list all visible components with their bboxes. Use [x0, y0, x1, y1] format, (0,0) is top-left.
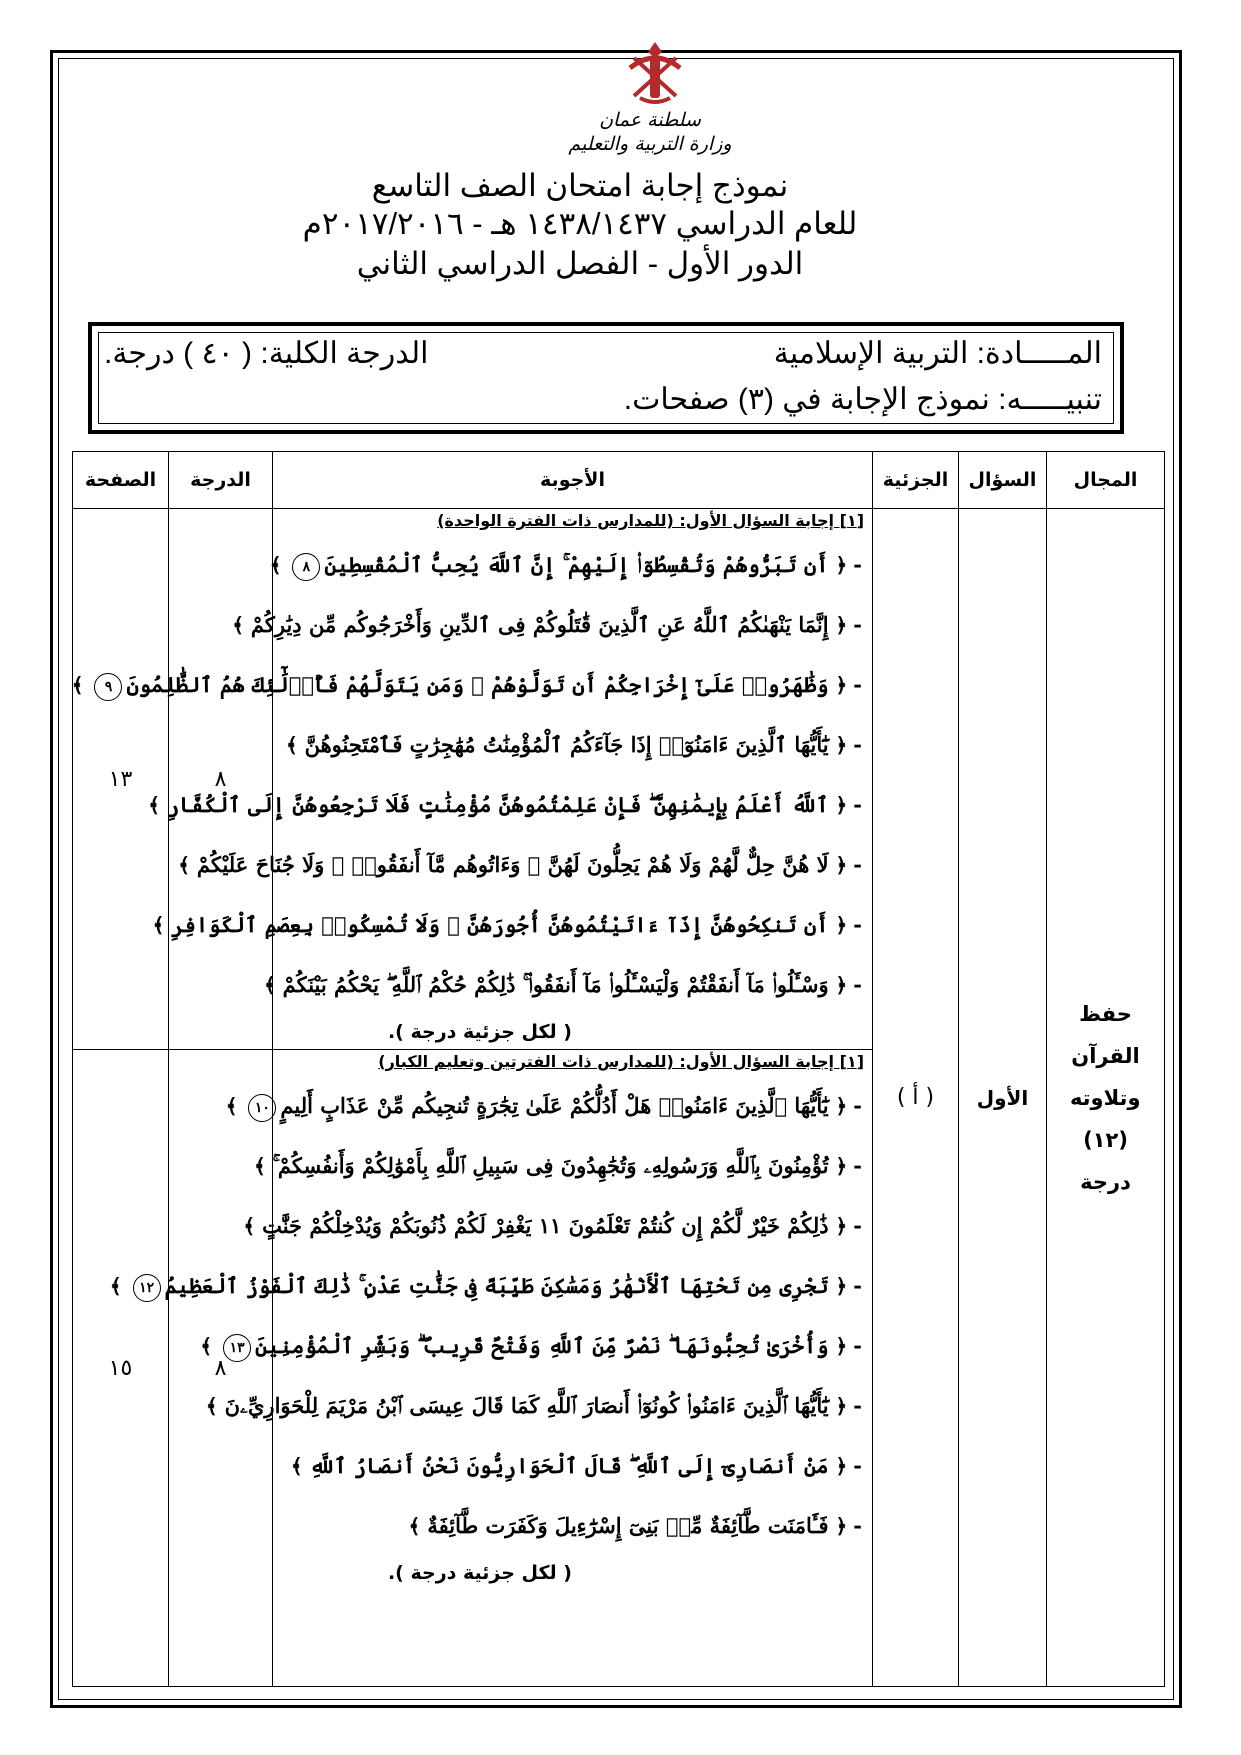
question-cell: الأول [959, 509, 1047, 1687]
title-line-3: الدور الأول - الفصل الدراسي الثاني [356, 246, 804, 281]
dash-marker: - [853, 792, 862, 817]
section-heading: [١] إجابة السؤال الأول: (للمدارس ذات الفترتين وتعليم الكبار) [378, 1052, 864, 1071]
dash-marker: - [853, 1093, 862, 1118]
verse-line [273, 1436, 872, 1496]
grade-cell: ٨ [169, 509, 273, 1050]
ornate-bracket-icon: ﴿ [828, 1454, 848, 1478]
verse-number-icon: ١٠ [248, 1094, 276, 1122]
dash-marker: - [853, 672, 862, 697]
verse-text: تَجْرِى مِن تَحْتِهَا ٱلْأَنْهَٰرُ وَمَسَٰكِنَ طَيِّبَةً فِى جَنَّٰتِ عَدْنٍ ۚ ذَٰلِكَ ٱلْفَوْزُ ٱلْعَظِيمُ [164, 1273, 829, 1298]
ornate-bracket-icon: ﴿ [828, 793, 848, 817]
ornate-bracket-icon: ﴾ [253, 1154, 273, 1178]
dash-marker: - [853, 1513, 862, 1538]
dash-marker: - [853, 1273, 862, 1298]
verse-text: يَٰٓأَيُّهَا ٱلَّذِينَ ءَامَنُوٓا۟ إِذَا جَآءَكُمُ ٱلْمُؤْمِنَٰتُ مُهَٰجِرَٰتٍ فَٱمْتَحِنُوهُنَّ [304, 732, 829, 757]
verse-line [243, 1196, 872, 1256]
section-heading: [١] إجابة السؤال الأول: (للمدارس ذات الفترة الواحدة) [437, 511, 864, 530]
verse-line [205, 1376, 872, 1436]
verse-line [263, 955, 872, 1015]
dash-marker: - [853, 1453, 862, 1478]
ornate-bracket-icon: ﴿ [828, 1394, 848, 1418]
score-note: ( لكل جزئية درجة ). [387, 1562, 572, 1584]
verse-text: يَٰٓأَيُّهَا ٱلَّذِينَ ءَامَنُوا۟ هَلْ أَدُلُّكُمْ عَلَىٰ تِجَٰرَةٍ تُنجِيكُم مِّنْ عَذَابٍ أَلِيمٍ [280, 1093, 829, 1118]
ornate-bracket-icon: ﴿ [828, 853, 848, 877]
header-answers: الأجوبة [273, 452, 873, 509]
dash-marker: - [853, 1393, 862, 1418]
table-header-row [73, 452, 1165, 509]
verse-number-icon: ١٣ [223, 1334, 251, 1362]
answer-table [72, 451, 1165, 1687]
ornate-bracket-icon: ﴿ [828, 733, 848, 757]
domain-text: حفظ القرآن وتلاوته (١٢) درجة [1069, 1001, 1141, 1194]
dash-marker: - [853, 852, 862, 877]
domain-cell [1047, 509, 1165, 1687]
dash-marker: - [853, 912, 862, 937]
ornate-bracket-icon: ﴾ [408, 1514, 428, 1538]
ornate-bracket-icon: ﴾ [232, 613, 251, 637]
verse-text: وَأُخْرَىٰ تُحِبُّونَهَا ۖ نَصْرٌ مِّنَ ٱللَّهِ وَفَتْحٌ قَرِيبٌ ۗ وَبَشِّرِ ٱلْمُؤْمِنِينَ [255, 1333, 829, 1358]
title-line-1: نموذج إجابة امتحان الصف التاسع [371, 168, 789, 203]
verse-text: أَن تَنكِحُوهُنَّ إِذَآ ءَاتَيْتُمُوهُنَّ أُجُورَهُنَّ ۚ وَلَا تُمْسِكُوا۟ بِعِصَمِ ٱلْكَوَافِرِ [171, 912, 829, 937]
verse-line [269, 535, 872, 595]
pages-note: تنبيـــــه: نموذج الإجابة في (٣) صفحات. [623, 383, 1102, 416]
verse-text: ذَٰلِكُمْ خَيْرٌ لَّكُمْ إِن كُنتُمْ تَعْلَمُونَ ١١ يَغْفِرْ لَكُمْ ذُنُوبَكُمْ وَيُدْخِلْكُمْ جَنَّٰتٍ [262, 1213, 829, 1238]
verse-line [225, 1076, 872, 1136]
grade-cell: ٨ [169, 1050, 273, 1687]
ornate-bracket-icon: ﴾ [285, 733, 305, 757]
page-cell: ١٥ [73, 1050, 169, 1687]
verse-text: إِنَّمَا يَنْهَىٰكُمُ ٱللَّهُ عَنِ ٱلَّذِينَ قَٰتَلُوكُمْ فِى ٱلدِّينِ وَأَخْرَجُوكُم مِّن دِيَٰرِكُمْ [250, 612, 829, 637]
ornate-bracket-icon: ﴿ [828, 913, 848, 937]
header-part: الجزئية [873, 452, 959, 509]
header-grade: الدرجة [169, 452, 273, 509]
ornate-bracket-icon: ﴿ [828, 1274, 848, 1298]
verse-line [253, 1136, 872, 1196]
ornate-bracket-icon: ﴿ [828, 553, 848, 577]
dash-marker: - [853, 1213, 862, 1238]
ornate-bracket-icon: ﴿ [828, 1214, 848, 1238]
ornate-bracket-icon: ﴿ [828, 1094, 848, 1118]
ornate-bracket-icon: ﴿ [828, 1154, 848, 1178]
ornate-bracket-icon: ﴾ [178, 853, 197, 877]
verse-text: أَن تَبَرُّوهُمْ وَتُقْسِطُوٓا۟ إِلَيْهِمْ ۚ إِنَّ ٱللَّهَ يُحِبُّ ٱلْمُقْسِطِينَ [324, 552, 829, 577]
dash-marker: - [853, 1333, 862, 1358]
ornate-bracket-icon: ﴿ [828, 973, 848, 997]
ornate-bracket-icon: ﴾ [263, 973, 283, 997]
dash-marker: - [853, 1153, 862, 1178]
ornate-bracket-icon: ﴾ [152, 913, 172, 937]
verse-number-icon: ٩ [94, 673, 122, 701]
header-page: الصفحة [73, 452, 169, 509]
ministry-header [520, 108, 780, 156]
verse-text: لَا هُنَّ حِلٌّ لَّهُمْ وَلَا هُمْ يَحِلُّونَ لَهُنَّ ۖ وَءَاتُوهُم مَّآ أَنفَقُوا۟ ۚ وَلَا جُنَاحَ عَلَيْكُمْ [196, 852, 829, 877]
verse-number-icon: ١٢ [133, 1274, 161, 1302]
dash-marker: - [853, 612, 862, 637]
total-grade-label: الدرجة الكلية: ( ٤٠ ) درجة. [104, 337, 429, 370]
oman-emblem-icon [620, 38, 690, 106]
verse-text: يَٰٓأَيُّهَا ٱلَّذِينَ ءَامَنُوا۟ كُونُوٓا۟ أَنصَارَ ٱللَّهِ كَمَا قَالَ عِيسَى ٱبْنُ مَرْيَمَ لِلْحَوَارِيِّۦنَ [224, 1393, 829, 1418]
ministry-line-2: وزارة التربية والتعليم [568, 133, 732, 155]
dash-marker: - [853, 972, 862, 997]
score-note: ( لكل جزئية درجة ). [387, 1021, 572, 1043]
verse-number-icon: ٨ [292, 553, 320, 581]
verse-text: تُؤْمِنُونَ بِٱللَّهِ وَرَسُولِهِۦ وَتُجَٰهِدُونَ فِى سَبِيلِ ٱللَّهِ بِأَمْوَٰلِكُمْ وَأَنفُسِكُمْ ۚ [272, 1153, 829, 1178]
verse-line [71, 655, 872, 715]
verse-line [232, 595, 872, 655]
dash-marker: - [853, 732, 862, 757]
ornate-bracket-icon: ﴿ [828, 1334, 848, 1358]
verse-line [152, 895, 872, 955]
ornate-bracket-icon: ﴾ [200, 1334, 220, 1358]
page-cell: ١٣ [73, 509, 169, 1050]
ornate-bracket-icon: ﴾ [243, 1214, 263, 1238]
ornate-bracket-icon: ﴿ [828, 673, 848, 697]
verse-text: فَـَٔامَنَت طَّآئِفَةٌ مِّنۢ بَنِىٓ إِسْرَٰٓءِيلَ وَكَفَرَت طَّآئِفَةٌ [427, 1513, 829, 1538]
ornate-bracket-icon: ﴾ [71, 673, 91, 697]
ornate-bracket-icon: ﴿ [828, 1514, 848, 1538]
dash-marker: - [853, 552, 862, 577]
verse-line [178, 835, 872, 895]
verse-line [148, 775, 872, 835]
info-box [88, 322, 1124, 434]
verse-text: مَنْ أَنصَارِىٓ إِلَى ٱللَّهِ ۖ قَالَ ٱلْحَوَارِيُّونَ نَحْنُ أَنصَارُ ٱللَّهِ [309, 1453, 829, 1478]
header-domain: المجال [1047, 452, 1165, 509]
verse-text: وَسْـَٔلُوا۟ مَآ أَنفَقْتُمْ وَلْيَسْـَٔلُوا۟ مَآ أَنفَقُوا۟ ۚ ذَٰلِكُمْ حُكْمُ ٱللَّهِ ۖ يَحْكُمُ بَيْنَكُمْ [282, 972, 829, 997]
title-line-2: للعام الدراسي ١٤٣٨/١٤٣٧ هـ - ٢٠١٧/٢٠١٦م [302, 206, 858, 241]
verse-line [273, 715, 872, 775]
subject-label: المـــــادة: التربية الإسلامية [773, 337, 1102, 370]
ornate-bracket-icon: ﴾ [205, 1394, 225, 1418]
verse-line [273, 1496, 872, 1556]
ministry-line-1: سلطنة عمان [599, 109, 701, 131]
verse-line [109, 1256, 872, 1316]
verse-line [200, 1316, 872, 1376]
table-row [73, 509, 1165, 1050]
ornate-bracket-icon: ﴾ [269, 553, 289, 577]
verse-text: وَظَٰهَرُوا۟ عَلَىٰٓ إِخْرَاجِكُمْ أَن تَوَلَّوْهُمْ ۚ وَمَن يَتَوَلَّهُمْ فَأُو۟لَٰٓئِكَ هُمُ ٱلظَّٰلِمُونَ [126, 672, 829, 697]
ornate-bracket-icon: ﴾ [290, 1454, 310, 1478]
ornate-bracket-icon: ﴾ [109, 1274, 129, 1298]
verse-text: ٱللَّهُ أَعْلَمُ بِإِيمَٰنِهِنَّ ۖ فَإِنْ عَلِمْتُمُوهُنَّ مُؤْمِنَٰتٍ فَلَا تَرْجِعُوهُنَّ إِلَى ٱلْكُفَّارِ [166, 792, 829, 817]
part-cell: ( أ ) [873, 509, 959, 1687]
ornate-bracket-icon: ﴾ [225, 1094, 245, 1118]
ornate-bracket-icon: ﴾ [148, 793, 167, 817]
ornate-bracket-icon: ﴿ [828, 613, 848, 637]
header-question: السؤال [959, 452, 1047, 509]
